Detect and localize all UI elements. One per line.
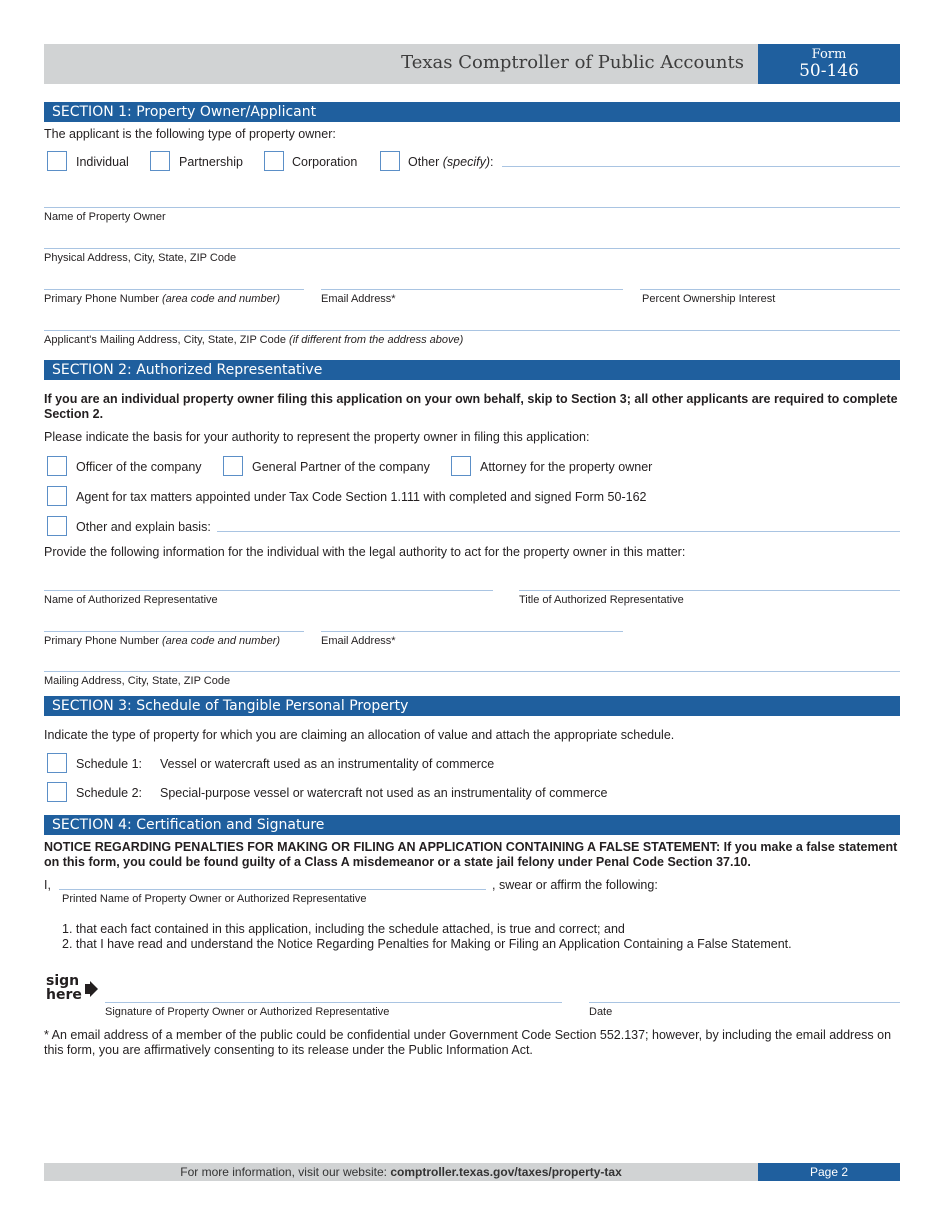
agency-title: Texas Comptroller of Public Accounts xyxy=(401,52,744,73)
rep-phone-label xyxy=(44,635,280,647)
other-word: Other xyxy=(408,155,440,169)
owner-name-label: Name of Property Owner xyxy=(44,211,166,223)
footer-website-link[interactable]: comptroller.texas.gov/taxes/property-tax xyxy=(390,1165,622,1179)
checkbox-other[interactable] xyxy=(380,151,400,171)
section-3-header: SECTION 3: Schedule of Tangible Personal Property xyxy=(44,696,900,716)
checkbox-schedule-2[interactable] xyxy=(47,782,67,802)
owner-email-label: Email Address* xyxy=(321,293,396,305)
checkbox-other-basis[interactable] xyxy=(47,516,67,536)
footer-info-prefix: For more information, visit our website: xyxy=(180,1165,387,1179)
applicant-mailing-label xyxy=(44,334,463,346)
owner-email-field[interactable] xyxy=(321,289,623,290)
physical-address-field[interactable] xyxy=(44,248,900,249)
date-field[interactable] xyxy=(589,1002,900,1003)
rep-name-field[interactable] xyxy=(44,590,493,591)
rep-name-label: Name of Authorized Representative xyxy=(44,594,218,606)
rep-phone-text: Primary Phone Number xyxy=(44,635,159,647)
other-specify-field[interactable] xyxy=(502,166,900,167)
label-individual: Individual xyxy=(76,155,129,169)
label-attorney: Attorney for the property owner xyxy=(480,460,653,474)
owner-type-intro: The applicant is the following type of property owner: xyxy=(44,127,336,141)
owner-name-field[interactable] xyxy=(44,207,900,208)
other-basis-field[interactable] xyxy=(217,531,900,532)
checkbox-general-partner[interactable] xyxy=(223,456,243,476)
checkbox-attorney[interactable] xyxy=(451,456,471,476)
swear-text: , swear or affirm the following: xyxy=(492,878,658,892)
sign-here-mark xyxy=(46,974,82,1002)
email-footnote: * An email address of a member of the public could be confidential under Government Code Section 552.137; however, by including the email address on this form, you are affirmatively consenting to its release under the Public Information Act. xyxy=(44,1028,892,1057)
printed-name-field[interactable] xyxy=(59,889,486,890)
section-2-header: SECTION 2: Authorized Representative xyxy=(44,360,900,380)
applicant-mailing-field[interactable] xyxy=(44,330,900,331)
rep-mailing-field[interactable] xyxy=(44,671,900,672)
applicant-mailing-text: Applicant's Mailing Address, City, State, ZIP Code xyxy=(44,334,286,346)
label-other xyxy=(408,155,493,169)
footer-info xyxy=(44,1163,758,1181)
affirmation-2: 2. that I have read and understand the Notice Regarding Penalties for Making or Filing an Application Containing a False Statement. xyxy=(62,937,792,951)
affirmation-1: 1. that each fact contained in this application, including the schedule attached, is true and correct; and xyxy=(62,922,625,936)
section-1-header: SECTION 1: Property Owner/Applicant xyxy=(44,102,900,122)
skip-notice: If you are an individual property owner filing this application on your own behalf, skip to Section 3; all other applicants are required to complete Section 2. xyxy=(44,392,898,421)
percent-ownership-field[interactable] xyxy=(640,289,900,290)
signature-label: Signature of Property Owner or Authorized Representative xyxy=(105,1006,390,1018)
schedule-intro: Indicate the type of property for which you are claiming an allocation of value and attach the appropriate schedule. xyxy=(44,728,675,742)
percent-ownership-label: Percent Ownership Interest xyxy=(642,293,776,305)
checkbox-corporation[interactable] xyxy=(264,151,284,171)
printed-name-label: Printed Name of Property Owner or Authorized Representative xyxy=(62,893,367,905)
rep-phone-hint: (area code and number) xyxy=(162,635,281,647)
provide-info-text: Provide the following information for the individual with the legal authority to act for the property owner in this matter: xyxy=(44,545,686,559)
form-number: 50-146 xyxy=(799,61,859,81)
here-word: here xyxy=(46,987,82,1003)
signature-field[interactable] xyxy=(105,1002,562,1003)
label-partnership: Partnership xyxy=(179,155,243,169)
basis-prompt: Please indicate the basis for your authority to represent the property owner in filing this application: xyxy=(44,430,590,444)
label-corporation: Corporation xyxy=(292,155,358,169)
other-colon: : xyxy=(489,155,494,169)
label-agent: Agent for tax matters appointed under Tax Code Section 1.111 with completed and signed Form 50-162 xyxy=(76,490,647,504)
section-4-header: SECTION 4: Certification and Signature xyxy=(44,815,900,835)
rep-email-field[interactable] xyxy=(321,631,623,632)
i-prefix: I, xyxy=(44,878,51,892)
physical-address-label: Physical Address, City, State, ZIP Code xyxy=(44,252,237,264)
label-other-basis: Other and explain basis: xyxy=(76,520,211,534)
owner-phone-hint: (area code and number) xyxy=(162,293,281,305)
form-label: Form xyxy=(811,47,847,62)
checkbox-schedule-1[interactable] xyxy=(47,753,67,773)
owner-phone-label xyxy=(44,293,280,305)
rep-email-label: Email Address* xyxy=(321,635,396,647)
applicant-mailing-hint: (if different from the address above) xyxy=(289,334,464,346)
rep-mailing-label: Mailing Address, City, State, ZIP Code xyxy=(44,675,231,687)
checkbox-agent[interactable] xyxy=(47,486,67,506)
checkbox-individual[interactable] xyxy=(47,151,67,171)
schedule-2-desc: Special-purpose vessel or watercraft not used as an instrumentality of commerce xyxy=(160,786,608,800)
page-number: Page 2 xyxy=(758,1163,900,1181)
rep-phone-field[interactable] xyxy=(44,631,304,632)
label-officer: Officer of the company xyxy=(76,460,202,474)
sign-arrow-icon xyxy=(85,981,98,997)
checkbox-partnership[interactable] xyxy=(150,151,170,171)
owner-phone-field[interactable] xyxy=(44,289,304,290)
schedule-2-name: Schedule 2: xyxy=(76,786,143,800)
schedule-1-desc: Vessel or watercraft used as an instrumentality of commerce xyxy=(160,757,495,771)
rep-title-field[interactable] xyxy=(519,590,900,591)
label-general-partner: General Partner of the company xyxy=(252,460,430,474)
checkbox-officer[interactable] xyxy=(47,456,67,476)
other-specify-hint: (specify) xyxy=(442,155,490,169)
rep-title-label: Title of Authorized Representative xyxy=(519,594,684,606)
penalty-notice: NOTICE REGARDING PENALTIES FOR MAKING OR FILING AN APPLICATION CONTAINING A FALSE STATEMENT: If you make a false statement on this form, you could be found guilty of a Class A misdemeanor or a state jail felony under Penal Code Section 37.10. xyxy=(44,840,898,869)
owner-phone-text: Primary Phone Number xyxy=(44,293,159,305)
sign-word: sign xyxy=(46,973,80,989)
date-label: Date xyxy=(589,1006,613,1018)
form-number-badge xyxy=(758,44,900,84)
schedule-1-name: Schedule 1: xyxy=(76,757,143,771)
